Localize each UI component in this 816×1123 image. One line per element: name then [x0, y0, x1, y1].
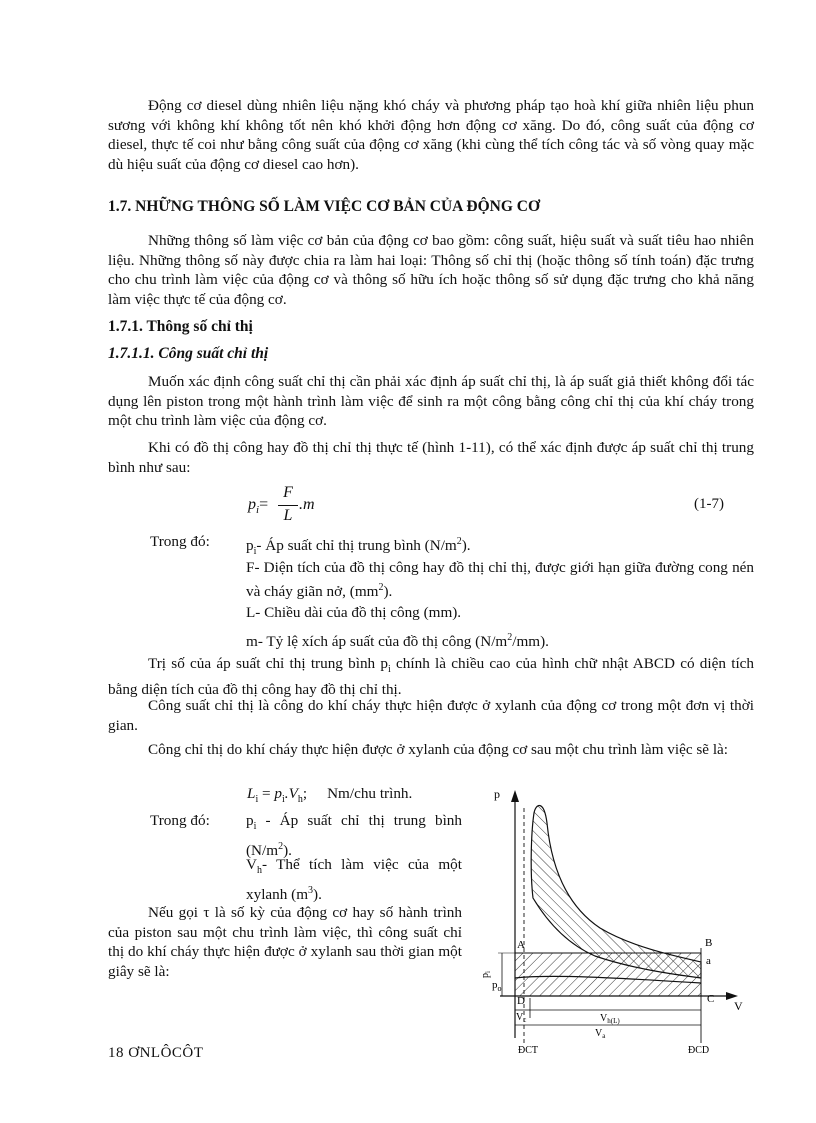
def-f — [246, 558, 754, 601]
formula-lhs — [248, 496, 268, 516]
formula2-unit: Nm/chu trình. — [327, 785, 413, 802]
def2-pi-sup: 2 — [278, 840, 284, 852]
heading-1-7: 1.7. NHỮNG THÔNG SỐ LÀM VIỆC CƠ BẢN CỦA ĐỘNG CƠ — [108, 198, 541, 215]
label-vc-v: V — [516, 1012, 524, 1023]
def-pi-end: ). — [461, 537, 471, 555]
paragraph-indicated-work: Công chỉ thị do khí cháy thực hiện được ở xylanh của động cơ sau một chu trình làm việc sẽ là: — [148, 741, 729, 758]
def-l-sym: L — [246, 604, 256, 621]
label-vh-sub: h(L) — [607, 1017, 620, 1025]
formula-p: p — [248, 496, 256, 513]
para-value-a: Trị số của áp suất chỉ thị trung bình p — [148, 655, 388, 672]
formula-denominator: L — [283, 507, 293, 524]
def-f-text: - Diện tích của đồ thị công hay đồ thị chỉ thị, được giới hạn giữa đường cong nén và cháy giãn nở, (mm — [246, 559, 754, 600]
label-d: D — [517, 995, 525, 1007]
def2-vh-sym: V — [246, 856, 257, 873]
def-m-sym: m — [246, 633, 258, 651]
label-dcd: ĐCD — [688, 1045, 710, 1056]
def-pi-sym: p — [246, 537, 254, 555]
formula-work — [247, 785, 412, 805]
para-value-sub: i — [388, 664, 391, 676]
def-f-sym: F — [246, 559, 255, 576]
def2-vh-end: ). — [313, 885, 322, 903]
label-pi-sub: i — [484, 971, 492, 973]
label-po-p: p — [492, 979, 498, 991]
where-label: Trong đó: — [150, 533, 210, 550]
def-pi-text: - Áp suất chỉ thị trung bình (N/m — [256, 537, 457, 555]
def2-vh — [246, 855, 462, 904]
paragraph-indicator-diagram: Khi có đồ thị công hay đồ thị chỉ thị thực tế (hình 1-11), có thể xác định được áp suất chỉ thị trung bình như sau: — [108, 439, 754, 476]
def2-vh-sup: 3 — [308, 884, 314, 896]
heading-1-7-1: 1.7.1. Thông số chỉ thị — [108, 318, 253, 335]
def2-pi-sym: p — [246, 812, 254, 829]
label-a-lower: a — [706, 955, 711, 967]
def2-pi-end: ). — [283, 841, 292, 859]
def2-pi-sub: i — [253, 821, 257, 833]
label-vh-v: V — [600, 1013, 608, 1024]
def-m-end: /mm). — [512, 633, 549, 651]
formula2-l: L — [247, 785, 256, 802]
def-f-sup: 2 — [378, 581, 384, 593]
def2-pi-text: - Áp suất chỉ thị trung bình (N/m — [246, 812, 462, 859]
paragraph-diesel: Động cơ diesel dùng nhiên liệu nặng khó cháy và phương pháp tạo hoà khí giữa nhiên liệu phun sương với không khí không tốt nên khó khởi động hơn động cơ xăng. Do đó, công suất của động cơ diesel, thực tế coi như bằng công suất của động cơ xăng (khi cùng thể tích công tác và số vòng quay mặc dù hiệu suất của động cơ diesel cao hơn). — [108, 97, 754, 173]
def-f-end: ). — [383, 582, 393, 600]
formula2-semi: ; — [302, 785, 308, 802]
label-va-sub: a — [602, 1032, 606, 1040]
label-v-axis: V — [734, 999, 743, 1013]
paragraph-indicated-pressure: Muốn xác định công suất chỉ thị cần phải xác định áp suất chỉ thị, là áp suất giả thiết không đổi tác dụng lên piston trong một hành trình làm việc để sinh ra một công bằng công chỉ thị của khí cháy trong một chu trình làm việc của động cơ. — [108, 373, 754, 429]
paragraph-indicated-power: Công suất chỉ thị là công do khí cháy thực hiện được ở xylanh của động cơ trong một đơn vị thời gian. — [108, 697, 754, 734]
formula-numerator: F — [283, 484, 293, 501]
label-a-upper: A — [517, 939, 525, 951]
label-vc-sub: c — [523, 1016, 527, 1024]
formula-number: (1-7) — [694, 496, 724, 512]
label-c: C — [707, 993, 715, 1005]
def-pi-sup: 2 — [456, 536, 462, 547]
indicator-diagram-figure — [470, 778, 770, 1058]
def2-pi — [246, 811, 462, 860]
formula-eq: = — [259, 496, 269, 513]
label-b: B — [705, 937, 713, 949]
label-va-v: V — [595, 1028, 603, 1039]
paragraph-pi-value — [108, 654, 754, 699]
paragraph-parameters: Những thông số làm việc cơ bản của động cơ bao gồm: công suất, hiệu suất và suất tiêu hao nhiên liệu. Những thông số này được chia ra làm hai loại: Thông số chỉ thị (hoặc thông số tính toán) đặc trưng cho chu trình làm việc của động cơ và thông số hữu ích hoặc thông số sử dụng đặc trưng cho khả năng làm việc thực tế của động cơ. — [108, 232, 754, 308]
formula-fraction-bar — [278, 505, 298, 506]
label-dct: ĐCT — [518, 1045, 538, 1056]
formula-p-sub: i — [256, 504, 260, 517]
formula2-v-sub: h — [297, 794, 303, 806]
formula2-p: p — [274, 785, 282, 802]
formula-tail: .m — [299, 496, 315, 513]
def-l-text: - Chiều dài của đồ thị công (mm). — [255, 604, 462, 621]
def-m-sup: 2 — [507, 632, 513, 643]
label-pi-p: p — [480, 973, 491, 978]
def-l — [246, 603, 754, 623]
label-p-axis: p — [494, 787, 500, 801]
def2-vh-sub: h — [256, 865, 262, 877]
heading-1-7-1-1: 1.7.1.1. Công suất chỉ thị — [108, 345, 269, 362]
page-footer: 18 ƠNLÔCÔT — [108, 1045, 204, 1061]
def-m-text: - Tỷ lệ xích áp suất của đồ thị công (N/m — [257, 633, 508, 651]
formula2-v: .V — [284, 785, 298, 802]
formula2-eq: = — [258, 785, 275, 802]
label-po-sub: o — [497, 984, 502, 993]
def2-vh-text: - Thể tích làm việc của một xylanh (m — [246, 856, 462, 903]
paragraph-tau: Nếu gọi τ là số kỳ của động cơ hay số hành trình của piston sau một chu trình làm việc, thì công suất chỉ thị do khí cháy thực hiện được ở xylanh sau thời gian một giây sẽ là: — [108, 904, 462, 980]
formula2-p-sub: i — [282, 794, 285, 806]
where-label-2: Trong đó: — [150, 812, 210, 829]
para-value-b: chính là chiều cao của hình chữ nhật ABCD có diện tích bằng diện tích của đồ thị công hay đồ thị chỉ thị. — [108, 655, 754, 698]
def-pi-sub: i — [253, 546, 257, 558]
formula2-l-sub: i — [255, 794, 259, 806]
def-m — [246, 628, 754, 652]
